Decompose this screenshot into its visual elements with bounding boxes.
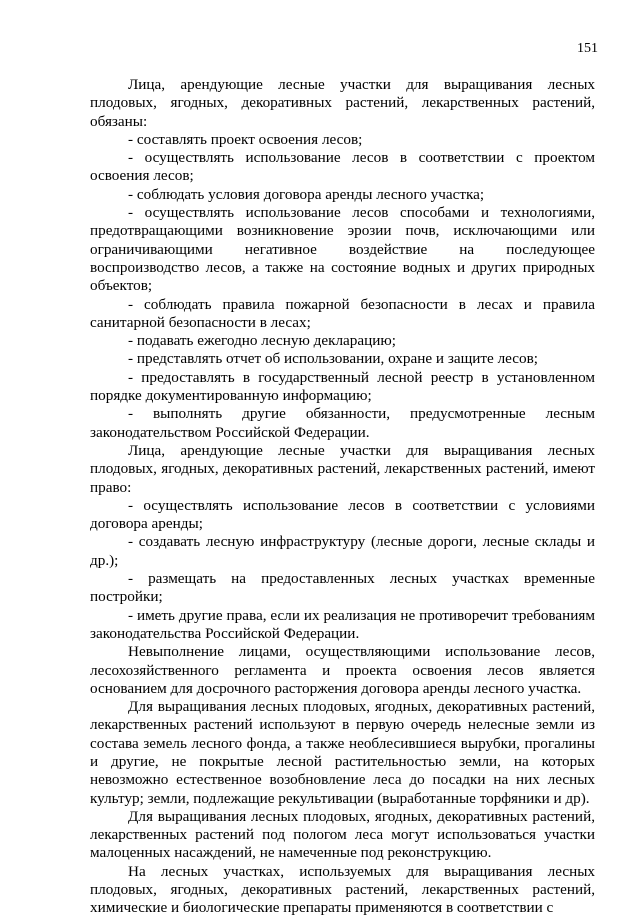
list-item-project: - составлять проект освоения лесов; xyxy=(128,130,363,148)
list-item-fire-safety: - соблюдать правила пожарной безопасности в лесах и правила санитарной безопасности в лесах; xyxy=(90,295,595,331)
list-item-use-per-lease: - осуществлять использование лесов в соответствии с условиями договора аренды; xyxy=(90,496,595,533)
list-item-erosion-prevention: - осуществлять использование лесов способами и технологиями, предотвращающими возникновение эрозии почв, исключающими или ограничивающими негативное воздействие на последующее воспроизводство лесов, а также на состояние водных и других природных объектов; xyxy=(90,204,595,295)
list-item-use-per-project: - осуществлять использование лесов в соответствии с проектом освоения лесов; xyxy=(90,149,595,185)
list-item-annual-declaration: - подавать ежегодно лесную декларацию; xyxy=(128,332,396,350)
page-number: 151 xyxy=(577,41,598,56)
list-item-infrastructure: - создавать лесную инфраструктуру (лесные дороги, лесные склады и др.); xyxy=(90,533,595,569)
list-item-temporary-buildings: - размещать на предоставленных лесных участках временные постройки; xyxy=(90,570,595,606)
body-text xyxy=(90,76,595,918)
paragraph-land-selection: Для выращивания лесных плодовых, ягодных, декоративных растений, лекарственных растений используют в первую очередь нелесные земли из состава земель лесного фонда, а также необлесившиеся вырубки, прогалины и другие, не покрытые лесной растительностью земли, на которых невозможно естественное возобновление леса до посадки на них лесных культур; земли, подлежащие рекультивации (выработанные торфяники и др). xyxy=(90,698,595,807)
list-item-report: - представлять отчет об использовании, охране и защите лесов; xyxy=(128,350,538,368)
paragraph-rights-intro: Лица, арендующие лесные участки для выращивания лесных плодовых, ягодных, декоративных растений, лекарственных растений, имеют право: xyxy=(90,441,595,496)
paragraph-obligations-intro: Лица, арендующие лесные участки для выращивания лесных плодовых, ягодных, декоративных растений, лекарственных растений, обязаны: xyxy=(90,76,595,130)
list-item-other-duties: - выполнять другие обязанности, предусмотренные лесным законодательством Российской Федерации. xyxy=(90,405,595,441)
paragraph-termination: Невыполнение лицами, осуществляющими использование лесов, лесохозяйственного регламента и проекта освоения лесов является основанием для досрочного расторжения договора аренды лесного участка. xyxy=(90,643,595,697)
list-item-lease-terms: - соблюдать условия договора аренды лесного участка; xyxy=(128,185,485,203)
paragraph-under-canopy: Для выращивания лесных плодовых, ягодных, декоративных растений, лекарственных растений под пологом леса могут использоваться участки малоценных насаждений, не намеченные под реконструкцию. xyxy=(90,807,595,862)
list-item-registry: - предоставлять в государственный лесной реестр в установленном порядке документированную информацию; xyxy=(90,368,595,405)
list-item-other-rights: - иметь другие права, если их реализация не противоречит требованиям законодательства Российской Федерации. xyxy=(90,606,595,642)
paragraph-chemicals: На лесных участках, используемых для выращивания лесных плодовых, ягодных, декоративных растений, лекарственных растений, химические и биологические препараты применяются в соответствии с xyxy=(90,862,595,917)
